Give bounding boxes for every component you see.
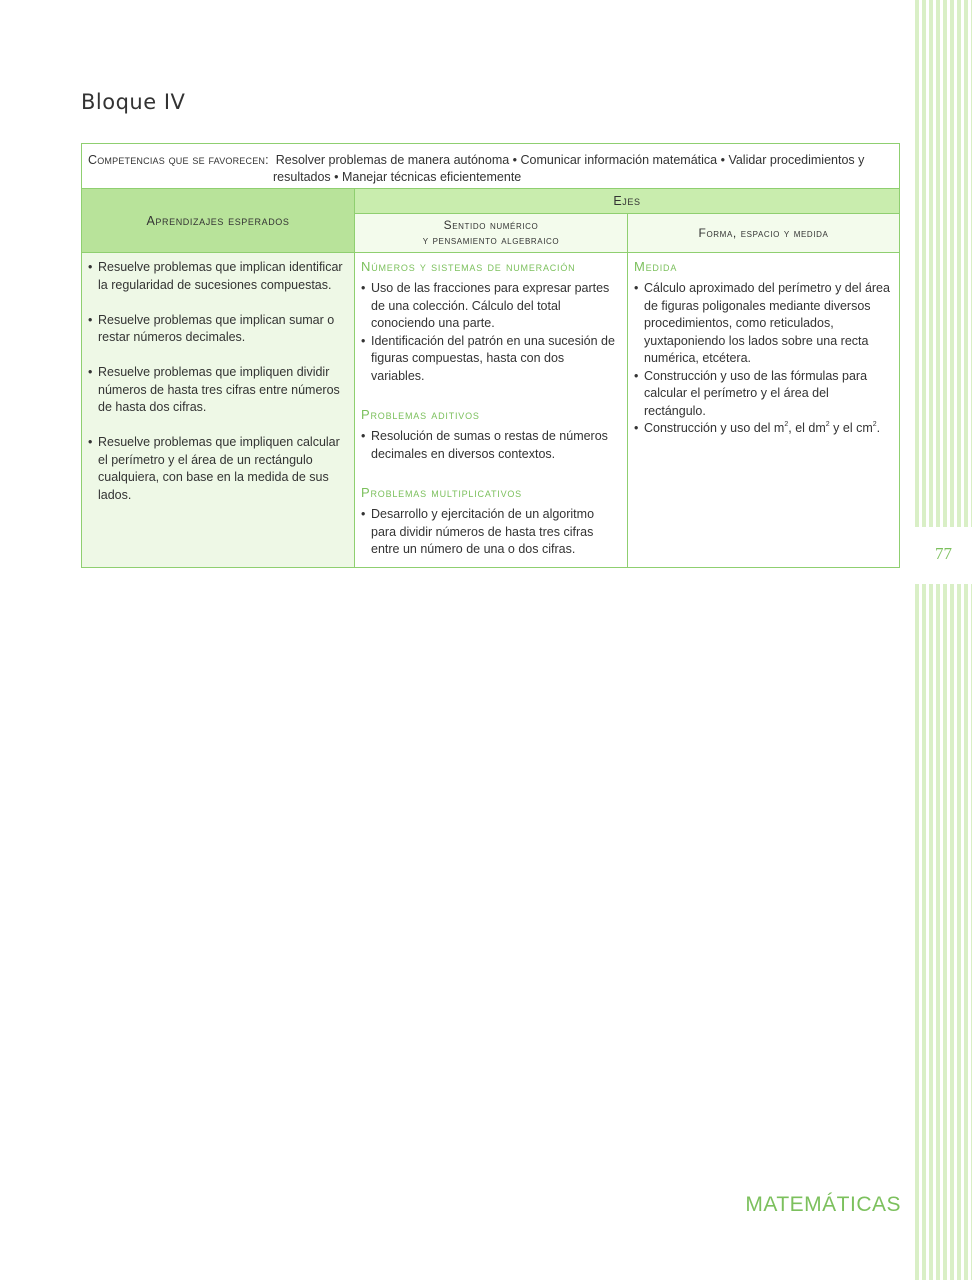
page-title: Bloque IV: [81, 90, 186, 114]
ejes-header: Ejes: [355, 189, 899, 214]
list-item: [634, 420, 893, 438]
list-item: • Resuelve problemas que implican identificar la regularidad de sucesiones compuestas.: [88, 259, 350, 294]
superscript: 2: [872, 421, 877, 428]
section-title: Números y sistemas de numeración: [361, 259, 576, 274]
units-text: Construcción y uso del m: [644, 421, 785, 435]
superscript: 2: [825, 421, 830, 428]
units-text: y el cm: [829, 421, 873, 435]
list-item: • Resuelve problemas que implican sumar o restar números decimales.: [88, 312, 350, 347]
section-title: Problemas aditivos: [361, 407, 480, 422]
forma-column: [628, 253, 899, 567]
competencias-text-line1: Resolver problemas de manera autónoma • Comunicar información matemática • Validar procedimientos y: [275, 153, 865, 167]
list-item: • Uso de las fracciones para expresar partes de una colección. Cálculo del total conociendo una parte.: [361, 280, 621, 333]
section-title: Problemas multiplicativos: [361, 485, 522, 500]
sentido-header-line1: Sentido numérico: [443, 218, 539, 232]
list-item: • Identificación del patrón en una sucesión de figuras compuestas, hasta con dos variables.: [361, 333, 621, 386]
list-item: • Resolución de sumas o restas de números decimales en diversos contextos.: [361, 428, 621, 463]
section-title: Medida: [634, 259, 678, 274]
competencias-label: Competencias que se favorecen:: [88, 153, 269, 167]
list-item: • Resuelve problemas que impliquen calcular el perímetro y el área de un rectángulo cualquiera, con base en la medida de sus lados.: [88, 434, 350, 504]
page-number: 77: [935, 544, 952, 563]
list-item: • Cálculo aproximado del perímetro y del área de figuras poligonales mediante diversos procedimientos, como reticulados, yuxtaponiendo los lados sobre una recta numérica, etcétera.: [634, 280, 893, 368]
units-text: , el dm: [788, 421, 826, 435]
forma-header: Forma, espacio y medida: [628, 214, 899, 253]
superscript: 2: [784, 421, 789, 428]
competencias-text-line2: resultados • Manejar técnicas eficientemente: [273, 170, 522, 184]
list-item: • Desarrollo y ejercitación de un algoritmo para dividir números de hasta tres cifras entre un número de una o dos cifras.: [361, 506, 621, 559]
sentido-header-line2: y pensamiento algebraico: [422, 233, 560, 247]
curriculum-table: [81, 143, 900, 568]
footer-subject-title: MATEMÁTICAS: [745, 1193, 901, 1216]
units-text: .: [876, 421, 881, 435]
list-item: • Resuelve problemas que impliquen dividir números de hasta tres cifras entre números de hasta dos cifras.: [88, 364, 350, 417]
sentido-column: [355, 253, 628, 567]
aprendizajes-header: Aprendizajes esperados: [82, 189, 354, 253]
side-stripe-decoration: [912, 0, 972, 1280]
aprendizajes-list: [88, 259, 350, 522]
list-item: • Construcción y uso de las fórmulas para calcular el perímetro y el área del rectángulo.: [634, 368, 893, 421]
competencias-row: [82, 144, 899, 189]
sentido-header: [355, 214, 628, 253]
